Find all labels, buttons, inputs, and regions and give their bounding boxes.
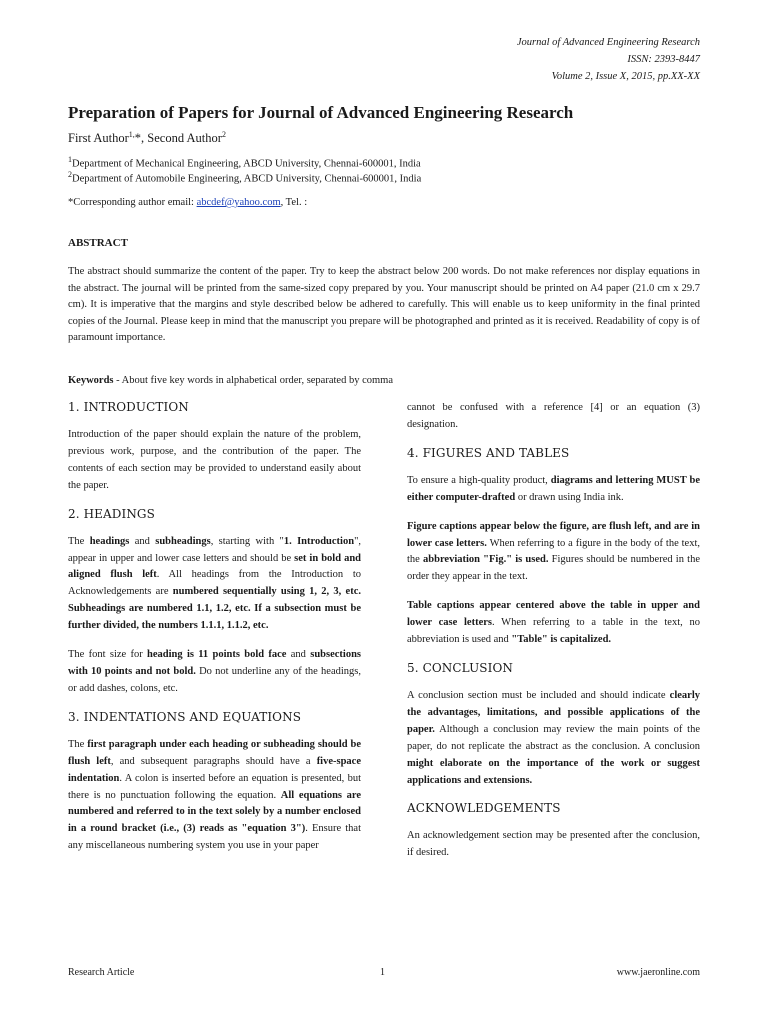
bold-text-run: Table captions appear centered above the table in upper and lower case letters bbox=[407, 600, 700, 629]
section-heading-headings: 2. HEADINGS bbox=[68, 506, 155, 521]
keywords-label: Keywords bbox=[68, 375, 114, 386]
bold-text-run: Figure captions appear below the figure, are flush left, and are in lower case letters. bbox=[407, 520, 700, 549]
indentations-paragraph-continued bbox=[407, 400, 700, 434]
bold-text-run: numbered sequentially using 1, 2, 3, etc. Subheadings are numbered 1.1, 1.2, etc. If a subsection must be further divided, the numbers 1.1.1, 1.1.2, etc. bbox=[68, 586, 361, 632]
text-run: Figures should be numbered in the order they appear in the text. bbox=[407, 554, 700, 583]
keywords-text: - About five key words in alphabetical order, separated by comma bbox=[113, 375, 393, 386]
text-run: The font size for bbox=[68, 649, 148, 661]
tel-label: , Tel. : bbox=[280, 197, 308, 208]
bold-text-run: first paragraph under each heading or subheading should be flush left bbox=[68, 738, 361, 767]
corresponding-label: *Corresponding author email: bbox=[68, 197, 197, 208]
introduction-paragraph: Introduction of the paper should explain the nature of the problem, previous work, purpose, and the contribution of the paper. The contents of each section may be provided to understand easily about the paper. bbox=[68, 429, 361, 491]
bold-text-run: clearly the advantages, limitations, and possible applications of the paper. bbox=[407, 689, 700, 735]
text-run: , starting with " bbox=[210, 535, 284, 547]
text-run: A conclusion section must be included and should indicate bbox=[407, 689, 670, 701]
figures-paragraph-1 bbox=[407, 473, 700, 507]
bold-text-run: "Table" is capitalized. bbox=[511, 634, 612, 646]
keywords-line bbox=[68, 375, 700, 386]
text-run: cannot be confused with a reference [4] or an equation (3) designation. bbox=[407, 402, 700, 430]
text-run: ", appear in upper and lower case letters and should be bbox=[68, 535, 361, 564]
right-column bbox=[407, 400, 700, 874]
affiliation-2 bbox=[68, 170, 421, 185]
paper-title: Preparation of Papers for Journal of Advanced Engineering Research bbox=[68, 103, 574, 122]
text-run: and bbox=[286, 649, 311, 661]
bold-text-run: All equations are numbered and referred to in the text solely by a number enclosed in a round bracket (i.e., (3) reads as "equation 3") bbox=[68, 789, 362, 835]
author-separator: *, bbox=[134, 131, 148, 146]
journal-issn: ISSN: 2393-8447 bbox=[627, 54, 700, 65]
headings-paragraph-2 bbox=[68, 647, 361, 698]
affiliation-2-sup: 2 bbox=[68, 170, 72, 179]
journal-volume: Volume 2, Issue X, 2015, pp.XX-XX bbox=[551, 71, 700, 82]
bold-text-run: headings bbox=[89, 535, 130, 547]
journal-header bbox=[300, 34, 700, 85]
affiliation-1-sup: 1 bbox=[68, 155, 72, 164]
bold-text-run: subsections with 10 points and not bold. bbox=[68, 649, 361, 677]
author-line bbox=[68, 130, 226, 146]
footer-article-type: Research Article bbox=[68, 967, 135, 978]
abstract-body: The abstract should summarize the content of the paper. Try to keep the abstract below 200 words. Do not make references nor display equations in the abstract. The journal will be printed from the same-sized copy prepared by you. Your manuscript should be printed on A4 paper (21.0 cm x 29.7 cm). It is imperative that the margins and style described below be adhered to carefully. This will enable us to keep uniformity in the final printed copies of the Journal. Please keep in mind that the manuscript you prepare will be photographed and printed as it is received. Readability of copy is of paramount importance. bbox=[68, 266, 700, 344]
abstract-heading: ABSTRACT bbox=[68, 237, 128, 249]
text-run: . A colon is inserted before an equation is presented, but there is no punctuation following the equation. bbox=[68, 772, 361, 801]
email-link[interactable]: abcdef@yahoo.com bbox=[196, 197, 281, 208]
footer-website: www.jaeronline.com bbox=[616, 967, 700, 978]
first-author-affil: 1, bbox=[128, 130, 135, 139]
section-heading-indentations: 3. INDENTATIONS AND EQUATIONS bbox=[68, 709, 302, 724]
text-run: Do not underline any of the headings, or add dashes, colons, etc. bbox=[68, 665, 361, 694]
section-heading-introduction: 1. INTRODUCTION bbox=[68, 400, 189, 414]
conclusion-paragraph bbox=[407, 688, 700, 789]
bold-text-run: heading is 11 points bold face bbox=[147, 649, 287, 661]
affiliation-1 bbox=[68, 155, 421, 170]
bold-text-run: five-space indentation bbox=[68, 755, 362, 784]
second-author-affil: 2 bbox=[221, 130, 226, 139]
journal-name: Journal of Advanced Engineering Research bbox=[516, 37, 700, 48]
section-heading-conclusion: 5. CONCLUSION bbox=[407, 660, 513, 675]
figures-paragraph-2 bbox=[407, 519, 700, 587]
bold-text-run: 1. Introduction bbox=[283, 535, 355, 547]
corresponding-author bbox=[68, 197, 307, 208]
text-run: When referring to a figure in the body of the text, the bbox=[407, 537, 700, 566]
headings-paragraph-1 bbox=[68, 534, 361, 635]
bold-text-run: diagrams and lettering MUST be either computer-drafted bbox=[407, 474, 700, 503]
text-run: The bbox=[68, 535, 90, 547]
second-author: Second Author bbox=[147, 131, 222, 146]
text-run: Although a conclusion may review the main points of the paper, do not replicate the abstract as the conclusion. A conclusion bbox=[407, 723, 700, 752]
indentations-paragraph bbox=[68, 737, 361, 855]
acknowledgements-paragraph: An acknowledgement section may be presented after the conclusion, if desired. bbox=[407, 830, 700, 859]
footer-page-number: 1 bbox=[380, 967, 385, 978]
figures-paragraph-3 bbox=[407, 598, 700, 649]
section-heading-figures-tables: 4. FIGURES AND TABLES bbox=[407, 445, 570, 460]
affiliation-2-text: Department of Automobile Engineering, ABCD University, Chennai-600001, India bbox=[72, 173, 422, 185]
bold-text-run: might elaborate on the importance of the work or suggest applications and extensions. bbox=[407, 757, 700, 786]
first-author: First Author bbox=[68, 131, 129, 146]
text-run: . All headings from the Introduction to Acknowledgements are bbox=[68, 569, 361, 598]
affiliation-1-text: Department of Mechanical Engineering, ABCD University, Chennai-600001, India bbox=[72, 158, 421, 170]
text-run: To ensure a high-quality product, bbox=[407, 474, 551, 486]
text-run: The bbox=[68, 738, 88, 750]
text-run: , and subsequent paragraphs should have a bbox=[110, 755, 317, 767]
text-run: . When referring to a table in the text, no abbreviation is used and bbox=[407, 617, 700, 646]
section-heading-acknowledgements: ACKNOWLEDGEMENTS bbox=[407, 801, 561, 816]
text-run: . Ensure that any miscellaneous numbering system you use in your paper bbox=[68, 823, 361, 852]
text-run: and bbox=[129, 535, 156, 547]
text-run: or drawn using India ink. bbox=[515, 491, 624, 503]
bold-text-run: set in bold and aligned flush left bbox=[68, 552, 362, 581]
bold-text-run: abbreviation "Fig." is used. bbox=[423, 554, 549, 566]
left-column bbox=[68, 400, 361, 855]
bold-text-run: subheadings bbox=[155, 535, 211, 547]
